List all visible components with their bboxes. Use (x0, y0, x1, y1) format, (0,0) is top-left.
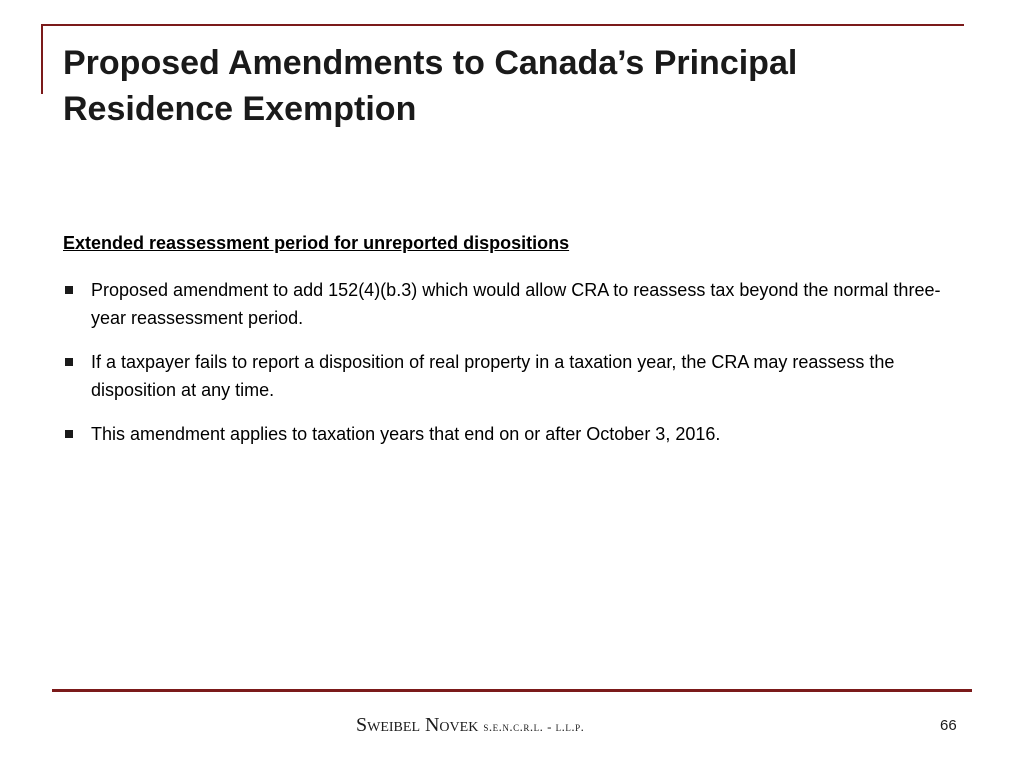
slide-title: Proposed Amendments to Canada’s Principal Residence Exemption (63, 44, 798, 128)
section-subheading: Extended reassessment period for unreported dispositions (63, 233, 570, 253)
firm-suffix: s.e.n.c.r.l. - l.l.p. (483, 719, 585, 734)
title-frame-top-rule (41, 24, 964, 26)
firm-name (356, 712, 584, 740)
square-bullet-icon (65, 358, 73, 366)
square-bullet-icon (65, 286, 73, 294)
bullet-text: If a taxpayer fails to report a disposition of real property in a taxation year, the CRA may reassess the disposition at any time. (91, 352, 895, 400)
firm-name-text: Sweibel Novek (356, 714, 479, 736)
bullet-text: This amendment applies to taxation years that end on or after October 3, 2016. (91, 424, 721, 444)
bullet-item (63, 276, 963, 332)
bullet-item (63, 420, 963, 448)
bullet-list (63, 276, 963, 464)
square-bullet-icon (65, 430, 73, 438)
page-number: 66 (940, 717, 957, 734)
title-frame-left-rule (41, 24, 43, 94)
bullet-item (63, 348, 963, 404)
footer-rule (52, 689, 972, 692)
bullet-text: Proposed amendment to add 152(4)(b.3) which would allow CRA to reassess tax beyond the normal three-year reassessment period. (91, 280, 941, 328)
